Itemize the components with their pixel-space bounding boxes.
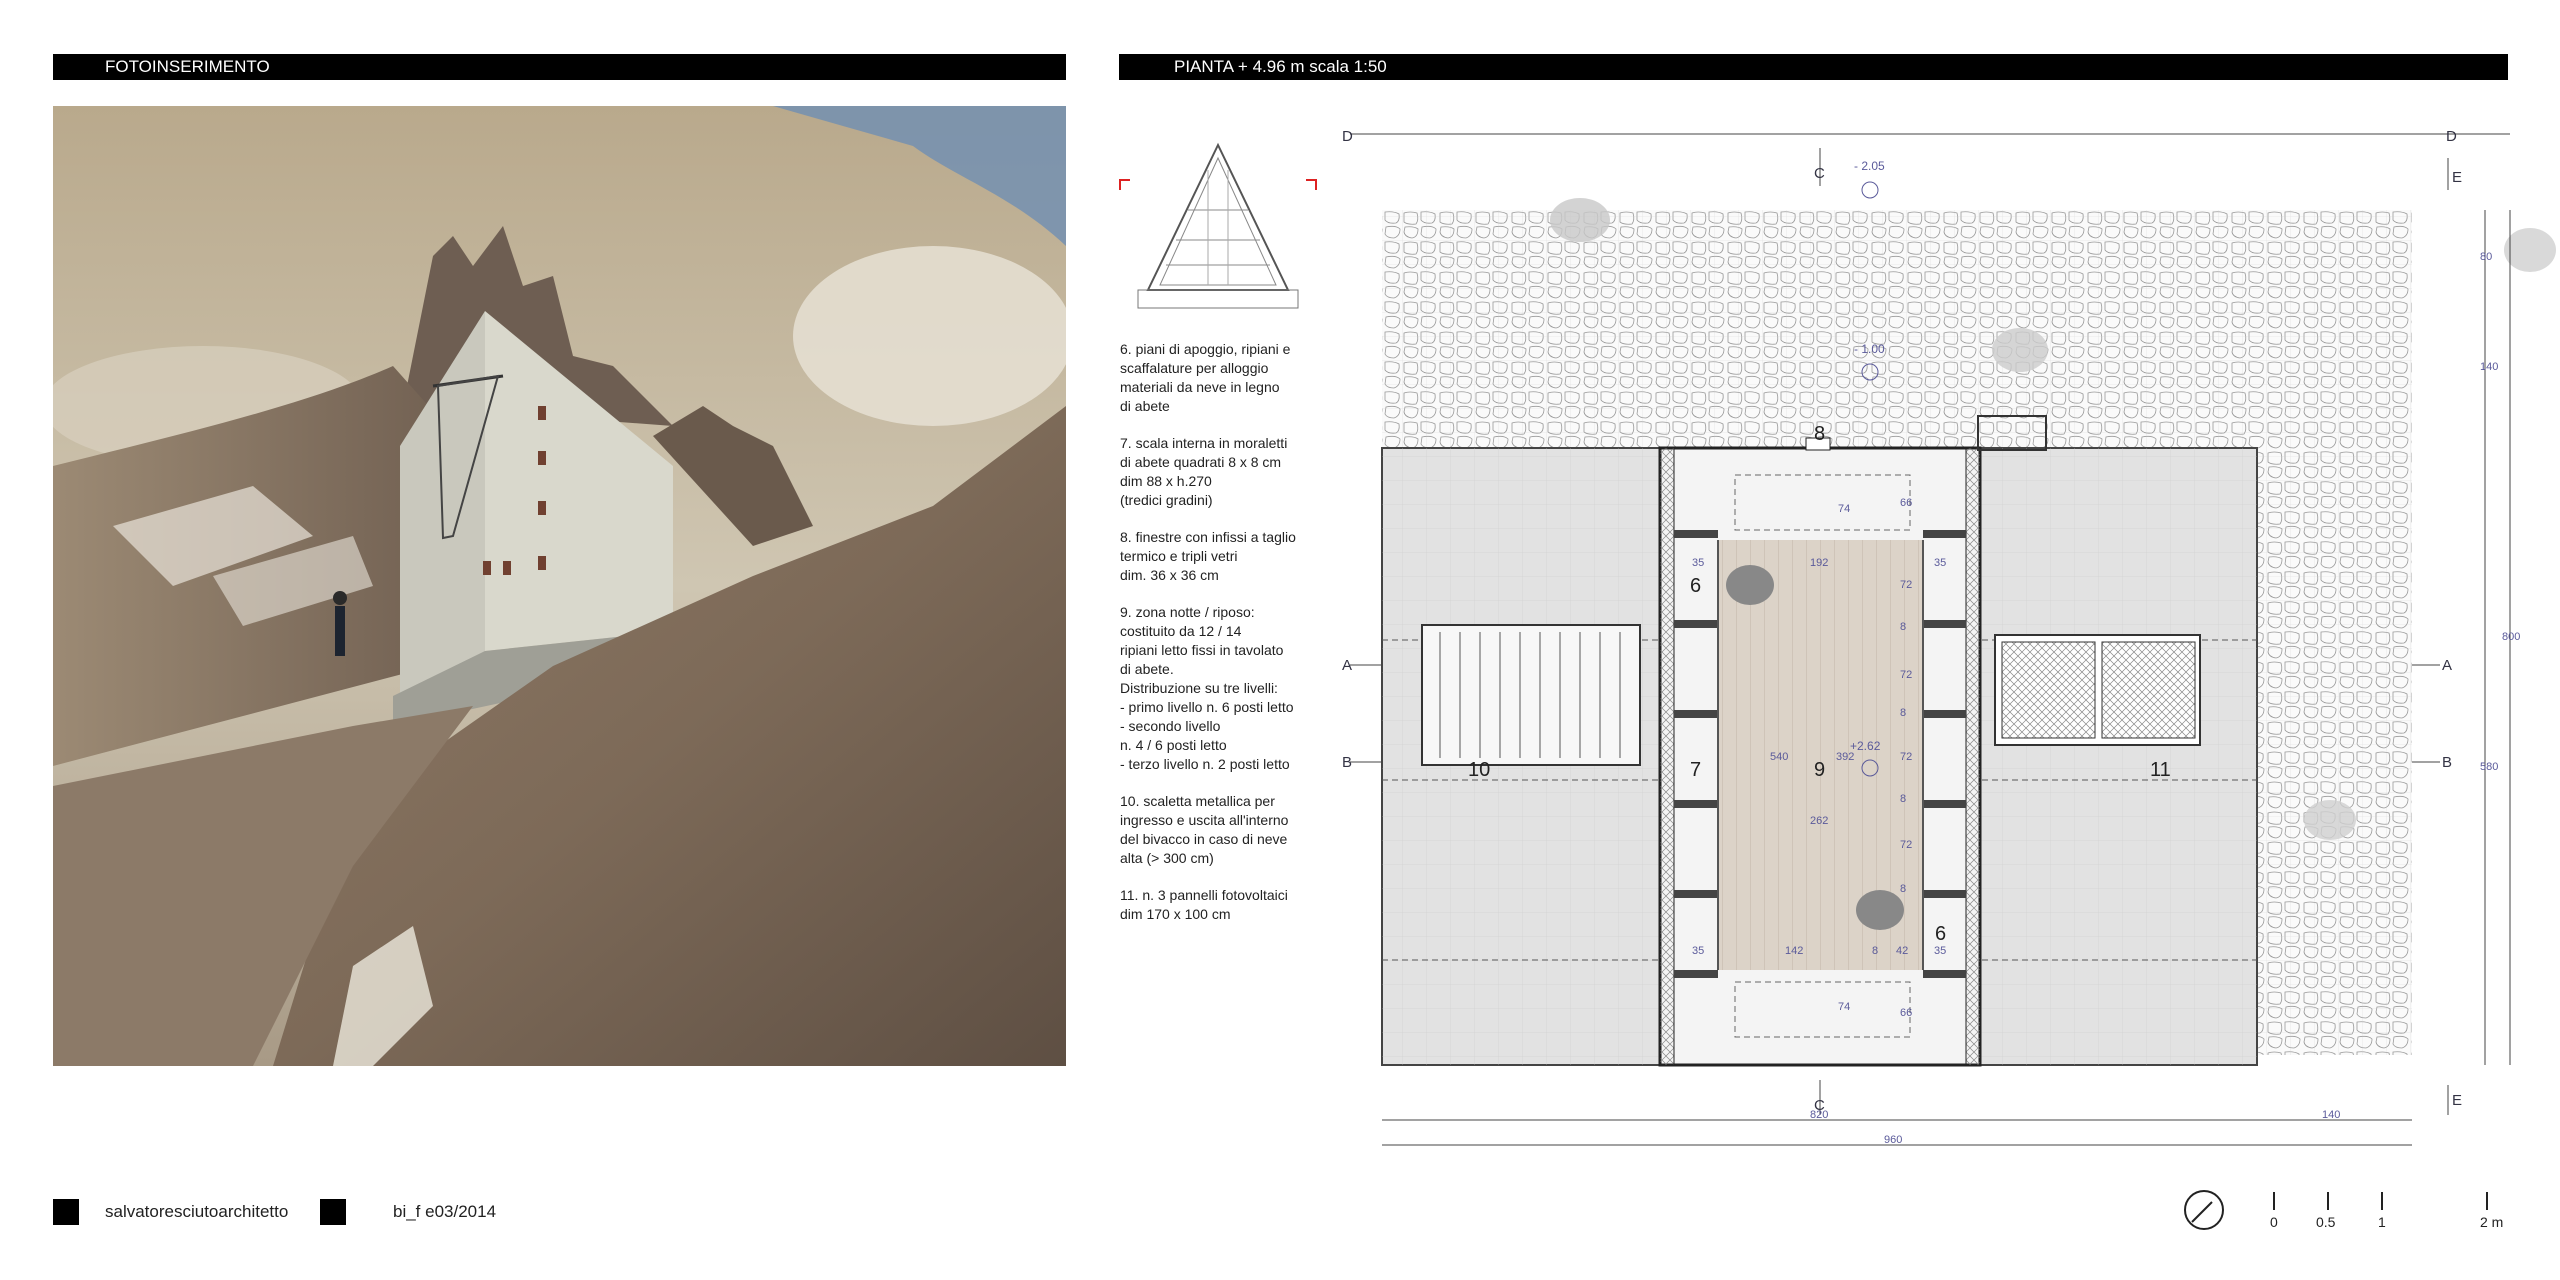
- dim-right-80: 80: [2480, 251, 2493, 263]
- dim-bottom-140: 140: [2322, 1109, 2341, 1121]
- dim-right-140: 140: [2480, 361, 2499, 373]
- section-thumbnail: [1118, 140, 1318, 320]
- dim-35-a: 35: [1692, 557, 1705, 569]
- mark-b-left: B: [1342, 754, 1353, 771]
- note-7: 7. scala interna in moraletti di abete quadrati 8 x 8 cm dim 88 x h.270 (tredici gradini): [1120, 435, 1288, 508]
- north-arrow-icon: [2182, 1188, 2226, 1232]
- scale-label-1: 1: [2378, 1214, 2386, 1230]
- room-number-8: 8: [1814, 423, 1826, 445]
- dim-35-c: 35: [1692, 945, 1705, 957]
- room-number-6-top: 6: [1690, 575, 1702, 597]
- footer-author: salvatoresciutoarchitetto: [105, 1202, 289, 1221]
- dim-142: 142: [1785, 945, 1804, 957]
- note-8: 8. finestre con infissi a taglio termico e tripli vetri dim. 36 x 36 cm: [1120, 529, 1296, 583]
- note-11: 11. n. 3 pannelli fotovoltaici dim 170 x 100 cm: [1120, 887, 1288, 922]
- mark-c-bottom: C: [1814, 1097, 1825, 1114]
- note-10: 10. scaletta metallica per ingresso e uscita all'interno del bivacco in caso di neve alta (> 300 cm): [1120, 793, 1289, 866]
- level-plus-262: +2.62: [1850, 739, 1881, 753]
- dim-72-d: 72: [1900, 839, 1913, 851]
- level-minus-100: - 1.00: [1854, 342, 1885, 356]
- dim-72-a: 72: [1900, 579, 1913, 591]
- mark-d-right: D: [2446, 128, 2457, 145]
- room-number-10: 10: [1468, 759, 1491, 781]
- dim-192: 192: [1810, 557, 1829, 569]
- dim-right-580: 580: [2480, 761, 2499, 773]
- floor-plan: [1330, 120, 2560, 1150]
- photo-insertion-image: [53, 106, 1066, 1066]
- scale-label-05: 0.5: [2316, 1214, 2336, 1230]
- dim-8-a: 8: [1900, 621, 1907, 633]
- dim-42: 42: [1896, 945, 1909, 957]
- mark-d-left: D: [1342, 128, 1353, 145]
- note-9: 9. zona notte / riposo: costituito da 12 / 14 ripiani letto fissi in tavolato di abete. Distribuzione su tre livelli: - primo livello n. 6 posti letto - secondo livello n. 4 / 6 posti letto - terzo livello n. 2 posti letto: [1120, 604, 1294, 772]
- mark-b-right: B: [2442, 754, 2453, 771]
- footer-square-1: [53, 1199, 79, 1225]
- dim-74-b: 74: [1838, 1001, 1851, 1013]
- scale-label-2m: 2 m: [2480, 1214, 2504, 1230]
- dim-262: 262: [1810, 815, 1829, 827]
- mark-a-right: A: [2442, 657, 2453, 674]
- room-number-9: 9: [1814, 759, 1826, 781]
- dim-8-d: 8: [1900, 883, 1907, 895]
- dim-bottom-960: 960: [1884, 1134, 1903, 1146]
- dim-392: 392: [1836, 751, 1855, 763]
- dim-bottom-820: 820: [1810, 1109, 1829, 1121]
- plan-section-header: PIANTA + 4.96 m scala 1:50: [1119, 54, 2508, 80]
- room-number-11: 11: [2150, 759, 2171, 781]
- dim-66-a: 66: [1900, 497, 1913, 509]
- dim-540: 540: [1770, 751, 1789, 763]
- dim-right-800: 800: [2502, 631, 2521, 643]
- room-number-6-bottom: 6: [1935, 923, 1947, 945]
- scale-label-0: 0: [2270, 1214, 2278, 1230]
- scale-bar: [2265, 1190, 2495, 1212]
- dim-8-c: 8: [1900, 793, 1907, 805]
- mark-a-left: A: [1342, 657, 1353, 674]
- dim-8-e: 8: [1872, 945, 1879, 957]
- dim-74-a: 74: [1838, 503, 1851, 515]
- mark-c-top: C: [1814, 165, 1825, 182]
- dim-72-c: 72: [1900, 751, 1913, 763]
- legend-notes: [1120, 340, 1320, 942]
- room-number-7: 7: [1690, 759, 1702, 781]
- footer-code: bi_f e03/2014: [393, 1202, 497, 1221]
- mark-e-top: E: [2452, 169, 2463, 186]
- note-6: 6. piani di apoggio, ripiani e scaffalature per alloggio materiali da neve in legno di abete: [1120, 341, 1291, 414]
- dim-72-b: 72: [1900, 669, 1913, 681]
- dim-8-b: 8: [1900, 707, 1907, 719]
- footer-square-2: [320, 1199, 346, 1225]
- dim-35-d: 35: [1934, 945, 1947, 957]
- dim-66-b: 66: [1900, 1007, 1913, 1019]
- photo-section-header: FOTOINSERIMENTO: [53, 54, 1066, 80]
- level-minus-205: - 2.05: [1854, 159, 1885, 173]
- mark-e-bottom: E: [2452, 1092, 2463, 1109]
- dim-35-b: 35: [1934, 557, 1947, 569]
